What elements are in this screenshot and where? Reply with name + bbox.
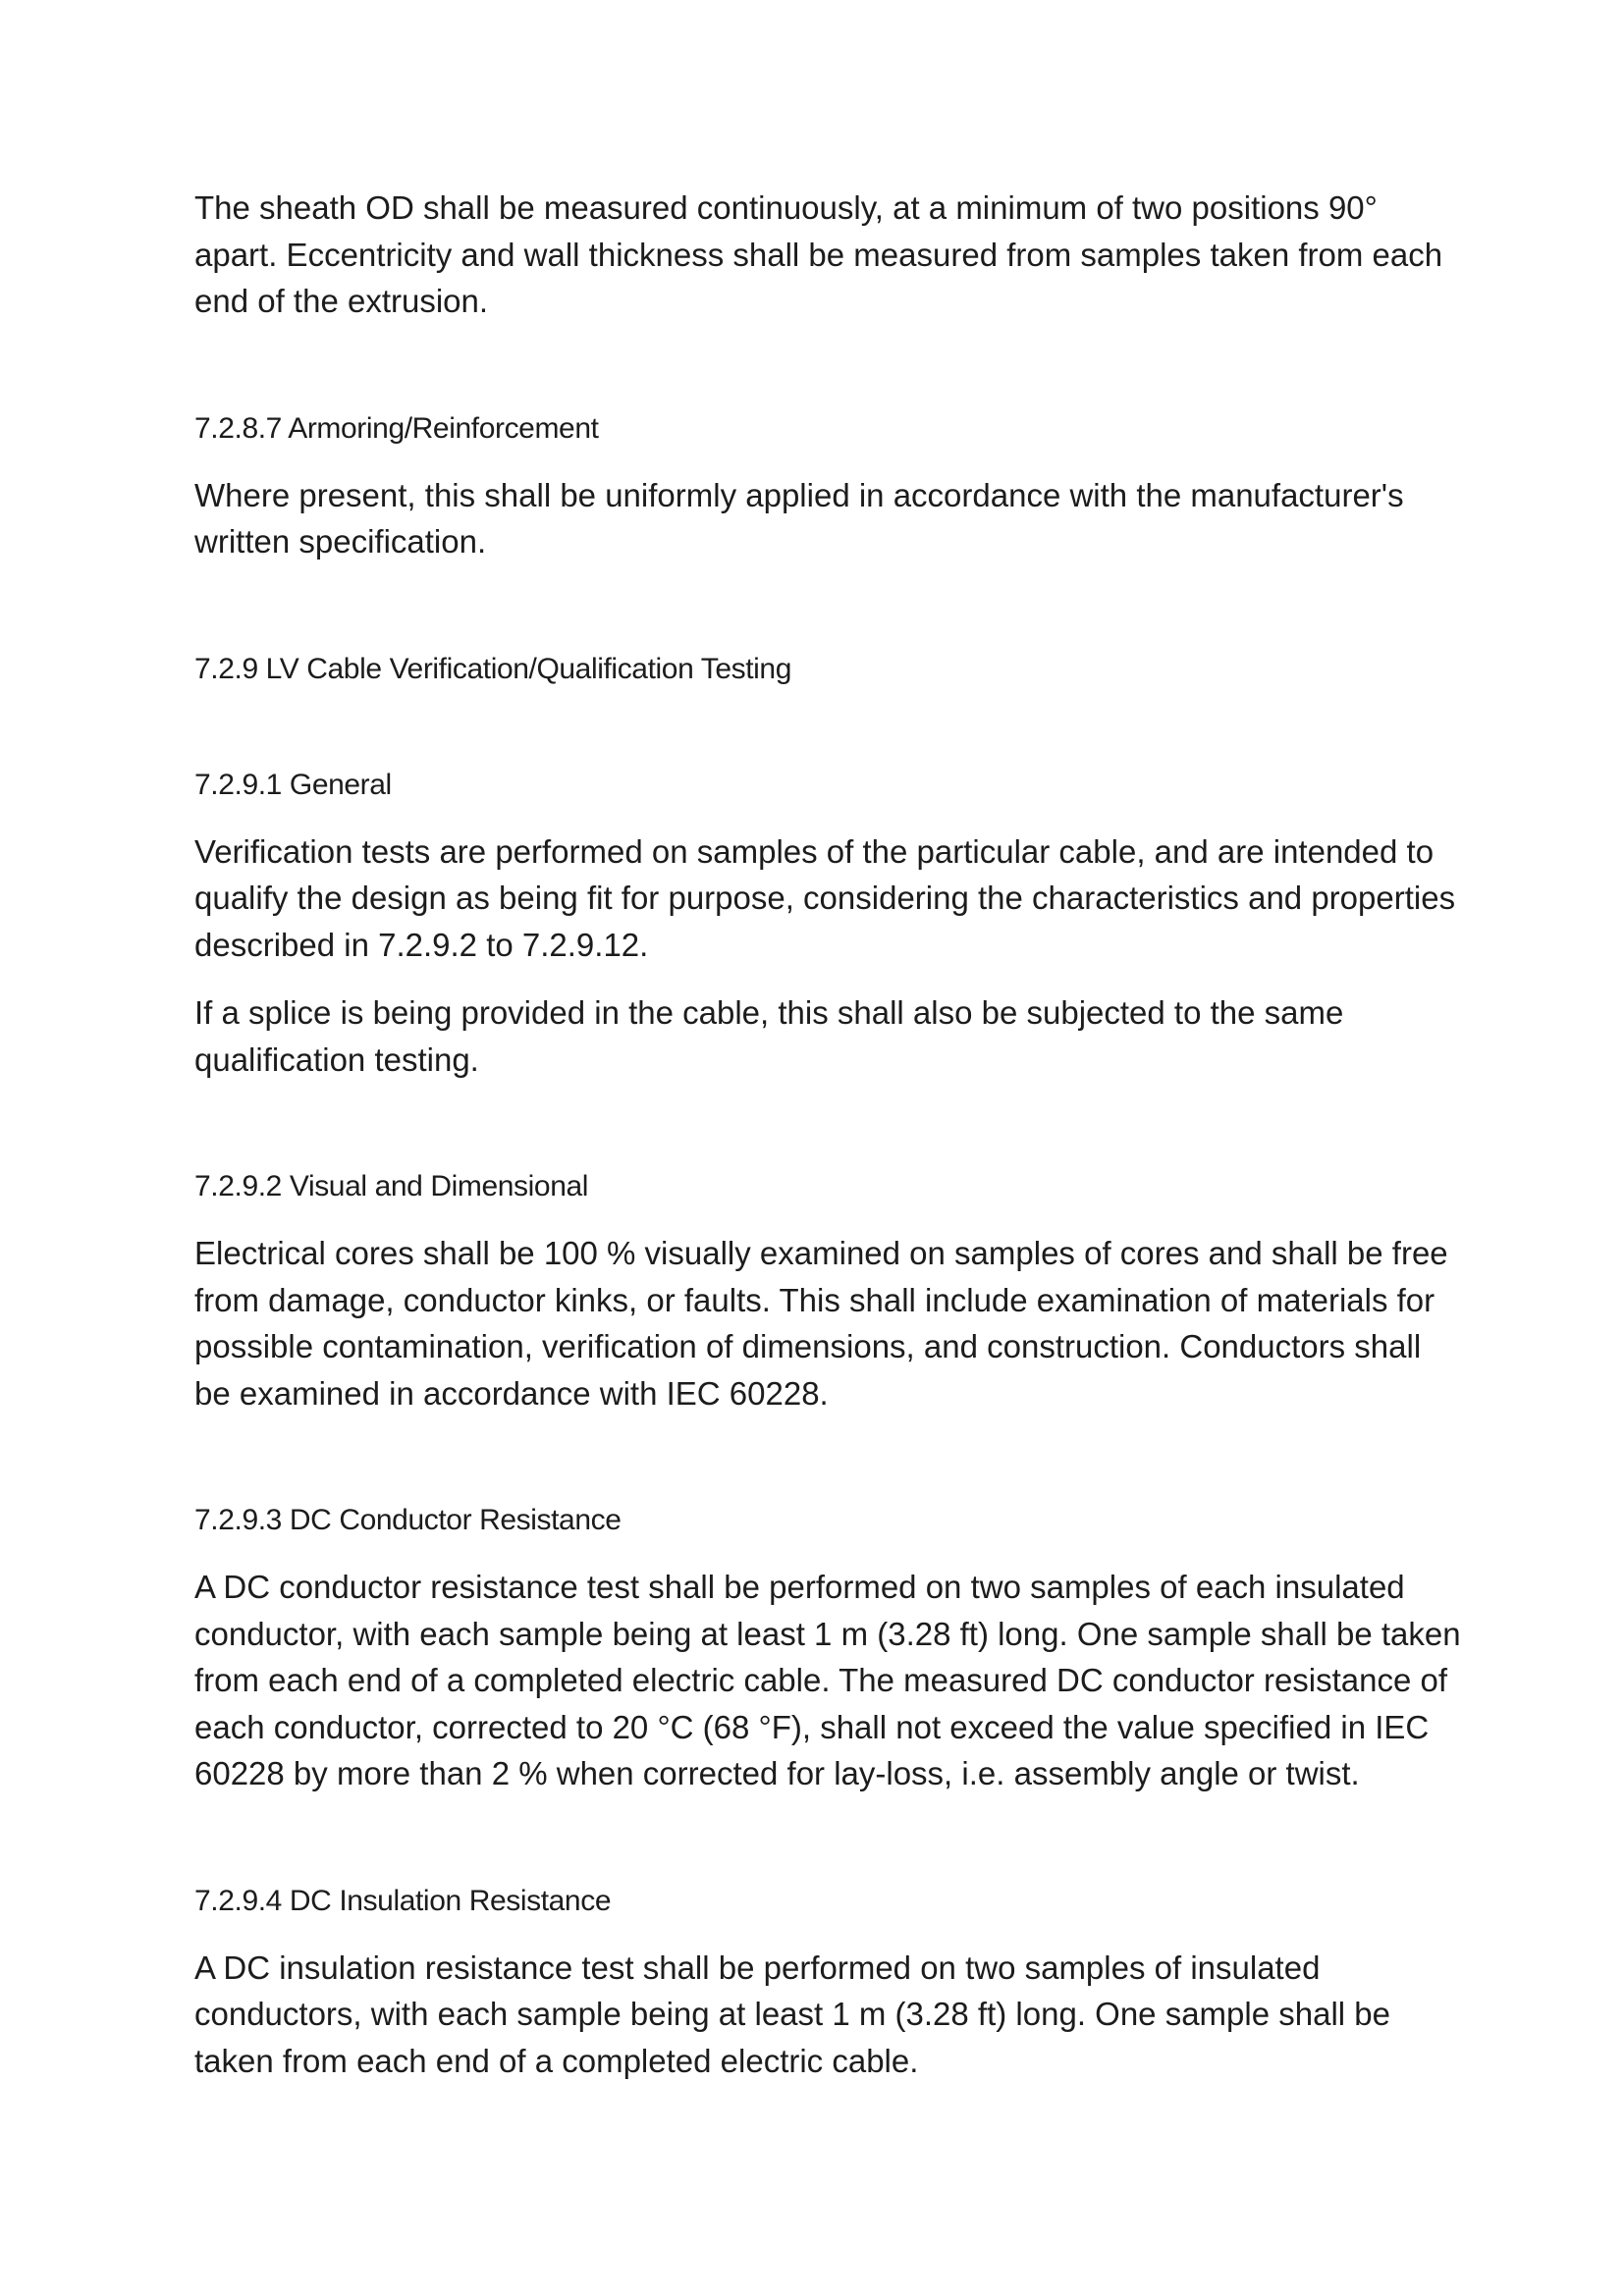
- document-page: [194, 185, 1461, 2084]
- heading-general: 7.2.9.1 General: [194, 768, 392, 801]
- paragraph-verification-tests: Verification tests are performed on samples of the particular cable, and are intended to qualify the design as being fit for purpose, considering the characteristics and properties described in 7.2.9.2 to 7.2.9.12.: [194, 832, 1456, 963]
- paragraph-armoring: Where present, this shall be uniformly applied in accordance with the manufacturer's written specification.: [194, 476, 1404, 560]
- paragraph-sheath-od: The sheath OD shall be measured continuously, at a minimum of two positions 90° apart. Eccentricity and wall thickness shall be measured from samples taken from each end of the extrusion.: [194, 189, 1443, 319]
- paragraph-electrical-cores: Electrical cores shall be 100 % visually examined on samples of cores and shall be free from damage, conductor kinks, or faults. This shall include examination of materials for possible contamination, verification of dimensions, and construction. Conductors shall be examined in accordance with IEC 60228.: [194, 1235, 1448, 1412]
- heading-lv-cable-verification: 7.2.9 LV Cable Verification/Qualification Testing: [194, 652, 791, 685]
- heading-dc-conductor-resistance: 7.2.9.3 DC Conductor Resistance: [194, 1504, 622, 1536]
- paragraph-dc-insulation-resistance: A DC insulation resistance test shall be performed on two samples of insulated conductors, with each sample being at least 1 m (3.28 ft) long. One sample shall be taken from each end of a completed electric cable.: [194, 1949, 1390, 2079]
- paragraph-splice: If a splice is being provided in the cable, this shall also be subjected to the same qualification testing.: [194, 994, 1344, 1078]
- heading-armoring-reinforcement: 7.2.8.7 Armoring/Reinforcement: [194, 411, 599, 445]
- paragraph-dc-conductor-resistance: A DC conductor resistance test shall be performed on two samples of each insulated conductor, with each sample being at least 1 m (3.28 ft) long. One sample shall be taken from each end of a completed electric cable. The measured DC conductor resistance of each conductor, corrected to 20 °C (68 °F), shall not exceed the value specified in IEC 60228 by more than 2 % when corrected for lay-loss, i.e. assembly angle or twist.: [194, 1569, 1461, 1791]
- heading-dc-insulation-resistance: 7.2.9.4 DC Insulation Resistance: [194, 1884, 612, 1917]
- heading-visual-dimensional: 7.2.9.2 Visual and Dimensional: [194, 1170, 589, 1202]
